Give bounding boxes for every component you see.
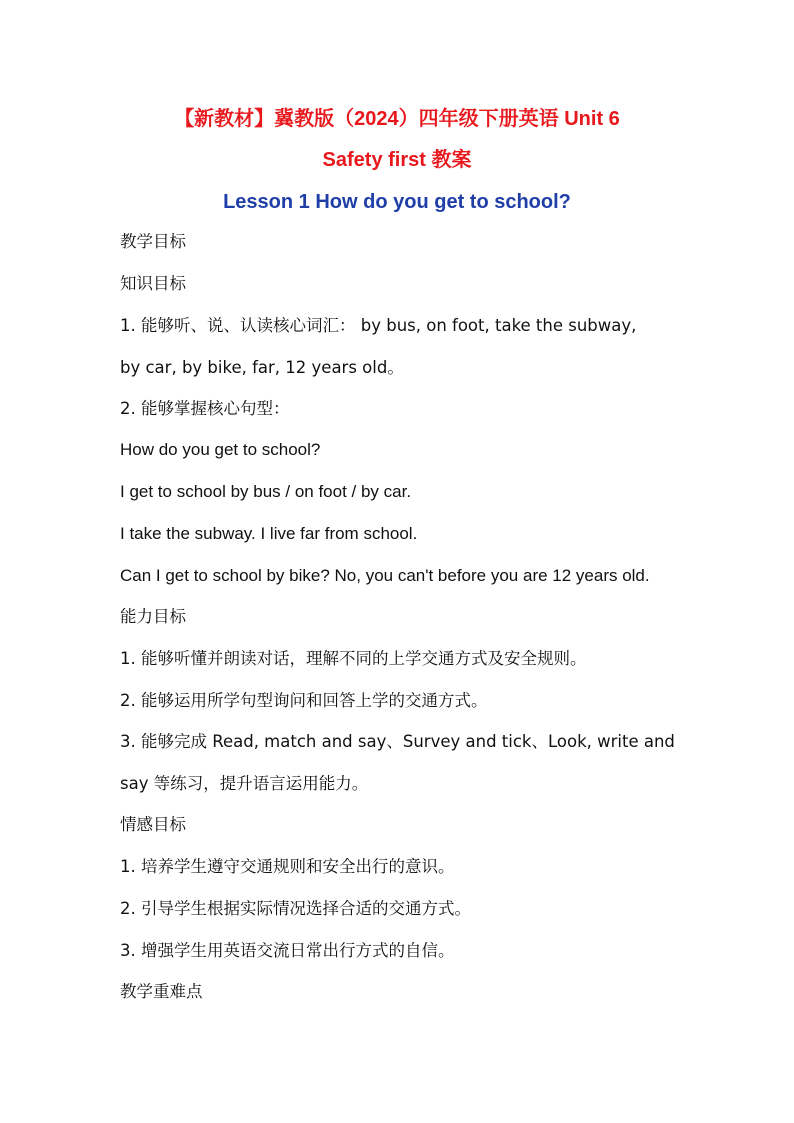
heading-ability-objectives: 能力目标 [120,607,186,626]
knowledge-item-1-cont: by car, by bike, far, 12 years old。 [120,358,404,377]
sentence-pattern-3: I take the subway. I live far from school. [120,524,418,543]
heading-knowledge-objectives: 知识目标 [120,274,186,293]
ability-item-2: 2. 能够运用所学句型询问和回答上学的交通方式。 [120,691,488,710]
lesson-title: Lesson 1 How do you get to school? [223,191,571,213]
knowledge-item-2: 2. 能够掌握核心句型： [120,399,290,418]
sentence-pattern-2: I get to school by bus / on foot / by car. [120,482,412,501]
heading-teaching-objectives: 教学目标 [120,232,186,251]
heading-key-difficult-points: 教学重难点 [120,982,203,1001]
ability-item-1: 1. 能够听懂并朗读对话，理解不同的上学交通方式及安全规则。 [120,649,587,668]
emotional-item-2: 2. 引导学生根据实际情况选择合适的交通方式。 [120,899,471,918]
document-title-line-1: 【新教材】冀教版（2024）四年级下册英语 Unit 6 [174,108,620,130]
sentence-pattern-4: Can I get to school by bike? No, you can't before you are 12 years old. [120,566,650,585]
knowledge-item-1: 1. 能够听、说、认读核心词汇： by bus, on foot, take the subway, [120,316,637,335]
emotional-item-3: 3. 增强学生用英语交流日常出行方式的自信。 [120,941,455,960]
document-title-line-2: Safety first 教案 [322,149,472,171]
emotional-item-1: 1. 培养学生遵守交通规则和安全出行的意识。 [120,857,455,876]
ability-item-3: 3. 能够完成 Read, match and say、Survey and tick、Look, write and [120,732,675,751]
heading-emotional-objectives: 情感目标 [120,815,186,834]
ability-item-3-cont: say 等练习，提升语言运用能力。 [120,774,369,793]
sentence-pattern-1: How do you get to school? [120,440,321,459]
